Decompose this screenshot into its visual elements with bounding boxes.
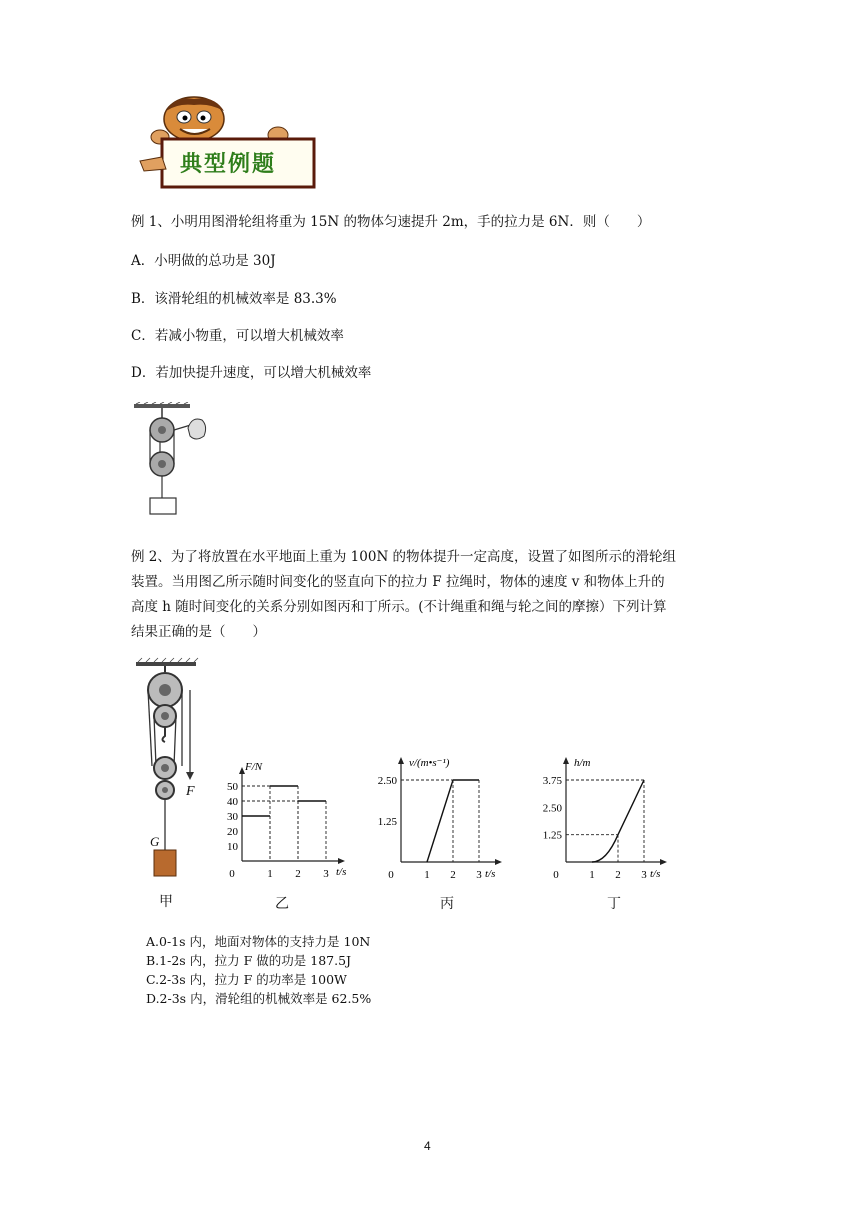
force-arrow-icon [186, 772, 194, 780]
x-tick-label: 1 [424, 869, 430, 881]
y-axis-label: h/m [574, 757, 591, 769]
y-tick-label: 1.25 [542, 829, 562, 842]
example2-question [131, 545, 771, 645]
chart-force-time [212, 758, 347, 888]
x-tick-label: 0 [229, 868, 235, 880]
y-tick-label: 20 [227, 826, 238, 838]
y-tick-label: 40 [227, 796, 238, 808]
x-tick-label: 2 [450, 869, 456, 881]
x-tick-label: 2 [295, 868, 301, 880]
y-tick-label: 10 [227, 841, 238, 853]
example2-option-c: C.2-3s 内，拉力 F 的功率是 100W [146, 972, 347, 987]
example2-line-1: 例 2、为了将放置在水平地面上重为 100N 的物体提升一定高度，设置了如图所示的滑轮组 [131, 549, 677, 565]
caption-yi: 乙 [275, 896, 289, 912]
example1-option-b: B．该滑轮组的机械效率是 83.3% [131, 291, 337, 307]
velocity-ramp [427, 780, 453, 862]
x-tick-label: 3 [641, 869, 647, 881]
weight-label: G [150, 834, 160, 849]
y-axis-arrow [398, 757, 404, 764]
x-axis-label: t/s [650, 868, 661, 880]
example2-option-d: D.2-3s 内，滑轮组的机械效率是 62.5% [146, 991, 372, 1006]
example2-options [146, 932, 371, 1008]
y-tick-label: 50 [227, 781, 238, 793]
chart-height-time [530, 752, 680, 888]
badge-title: 典型例题 [180, 151, 277, 177]
example1-option-d: D．若加快提升速度，可以增大机械效率 [131, 365, 372, 381]
example1-option-c: C．若减小物重，可以增大机械效率 [131, 328, 344, 344]
y-tick-label: 1.25 [377, 816, 397, 828]
x-axis-arrow [338, 858, 345, 864]
example2-option-b: B.1-2s 内，拉力 F 做的功是 187.5J [146, 953, 352, 968]
x-axis-arrow [660, 859, 667, 865]
weight-block [150, 498, 176, 514]
example1-pulley-figure [130, 402, 220, 520]
x-tick-label: 2 [615, 869, 621, 881]
x-axis-label: t/s [336, 866, 347, 878]
x-tick-label: 0 [553, 869, 559, 881]
typical-example-badge [136, 95, 326, 191]
caption-bing: 丙 [440, 896, 454, 912]
force-label: F [186, 784, 195, 799]
y-axis-label: v/(m•s⁻¹) [409, 757, 450, 769]
y-axis-label: F/N [245, 761, 263, 773]
y-tick-label: 2.50 [542, 802, 562, 815]
y-axis-arrow [563, 757, 569, 764]
y-tick-label: 3.75 [542, 775, 562, 787]
example2-option-a: A.0-1s 内，地面对物体的支持力是 10N [146, 934, 371, 949]
example2-line-2: 装置。当用图乙所示随时间变化的竖直向下的拉力 F 拉绳时，物体的速度 v 和物体上升的 [131, 574, 665, 590]
x-tick-label: 3 [323, 868, 329, 880]
caption-jia: 甲 [159, 894, 173, 910]
figure-jia-pulley [130, 656, 210, 882]
caption-ding: 丁 [607, 896, 621, 912]
weight-g-block [154, 850, 176, 876]
x-axis-arrow [495, 859, 502, 865]
x-tick-label: 1 [267, 868, 273, 880]
example1-option-a: A．小明做的总功是 30J [131, 253, 276, 269]
y-tick-label: 30 [227, 811, 238, 823]
example2-line-4: 结果正确的是（ ） [131, 624, 266, 640]
x-tick-label: 3 [476, 869, 482, 881]
chart-velocity-time [365, 752, 515, 888]
example2-line-3: 高度 h 随时间变化的关系分别如图丙和丁所示。(不计绳重和绳与轮之间的摩擦）下列计算 [131, 599, 667, 615]
x-tick-label: 0 [388, 869, 394, 881]
page-number: 4 [424, 1139, 431, 1153]
example1-question: 例 1、小明用图滑轮组将重为 15N 的物体匀速提升 2m，手的拉力是 6N．则（ ） [131, 214, 651, 230]
x-axis-label: t/s [485, 868, 496, 880]
y-tick-label: 2.50 [377, 775, 397, 787]
x-tick-label: 1 [589, 869, 595, 881]
hand-icon [188, 419, 206, 439]
